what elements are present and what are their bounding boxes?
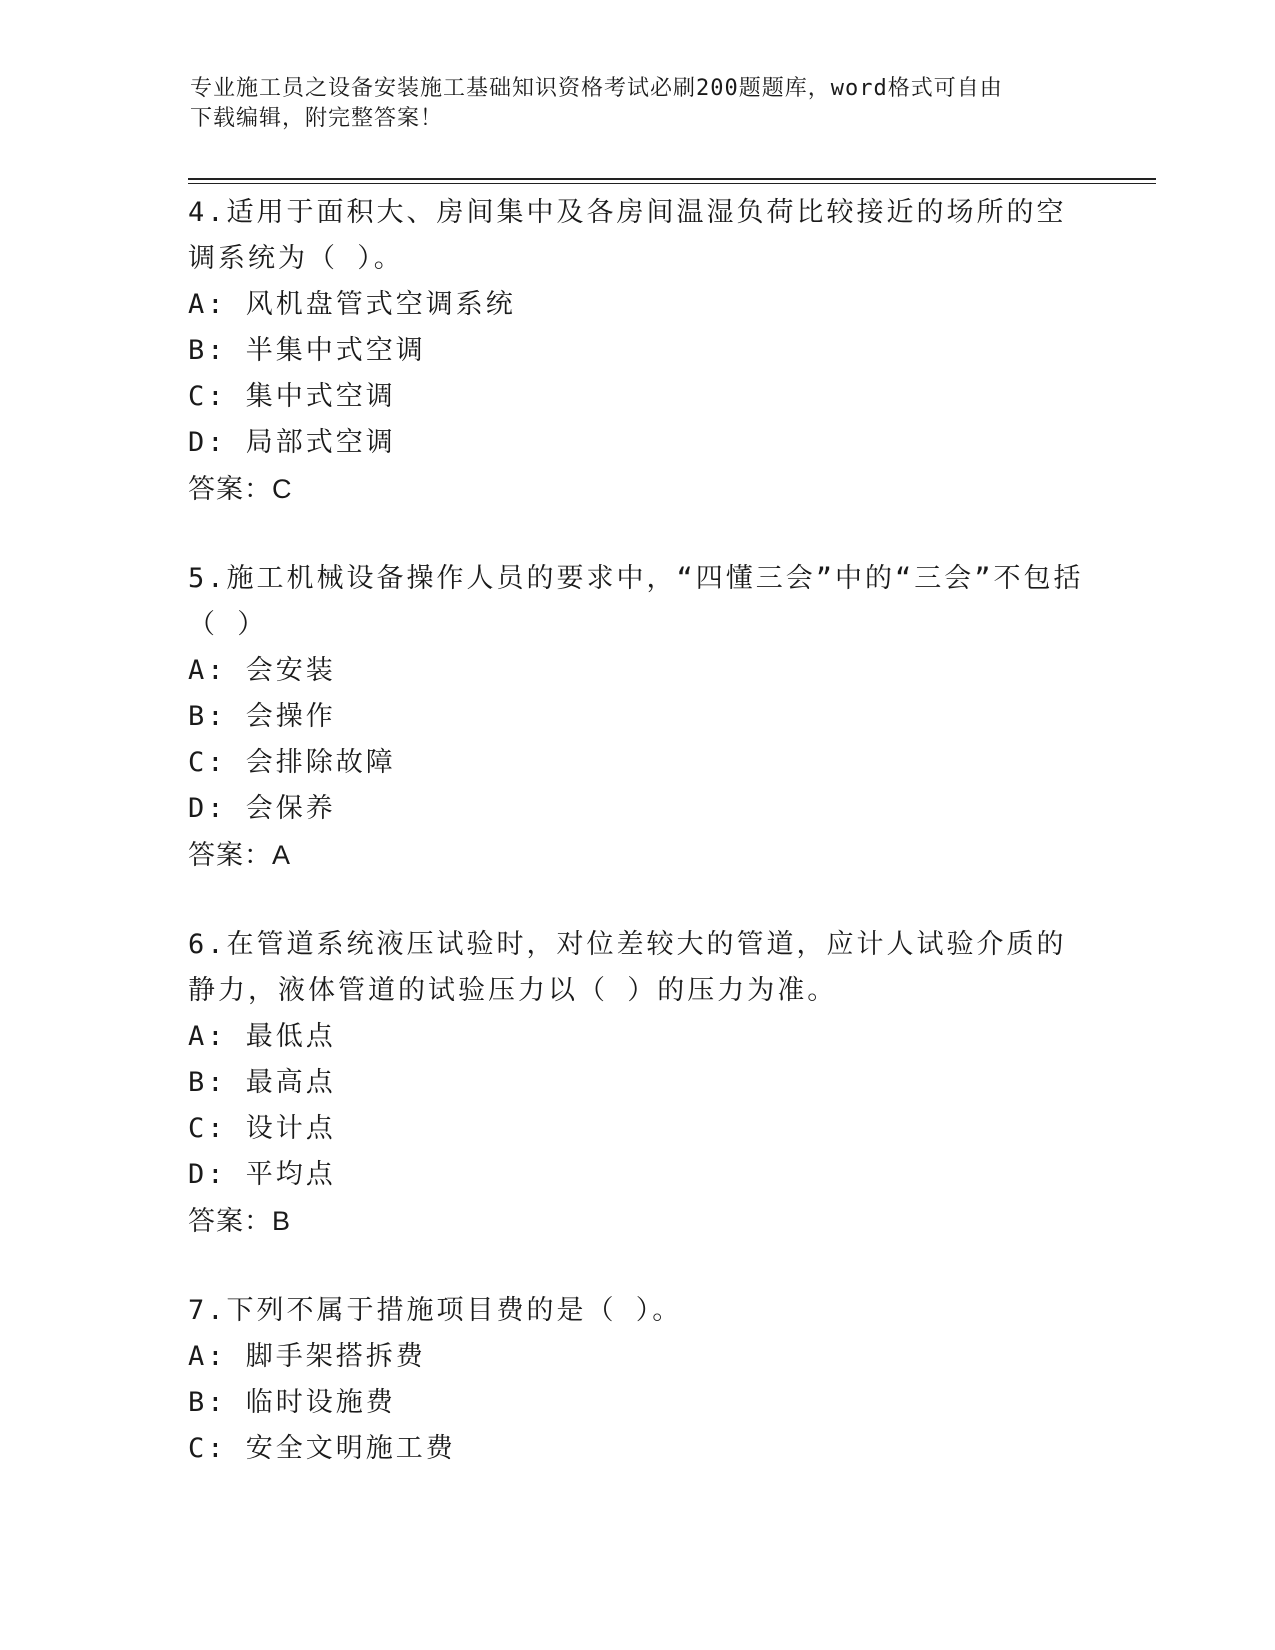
question-7 — [188, 1288, 1088, 1472]
option-c: C: 安全文明施工费 — [188, 1433, 456, 1464]
option-c: C: 会排除故障 — [188, 747, 396, 778]
header-divider-thin — [188, 183, 1156, 184]
document-header — [190, 74, 1090, 134]
option-c: C: 集中式空调 — [188, 381, 396, 412]
option-b: B: 临时设施费 — [188, 1387, 396, 1418]
option-d: D: 局部式空调 — [188, 427, 396, 458]
question-stem: 5.施工机械设备操作人员的要求中，“四懂三会”中的“三会”不包括（ ） — [188, 563, 1084, 640]
question-5 — [188, 556, 1088, 878]
question-stem: 6.在管道系统液压试验时，对位差较大的管道，应计人试验介质的静力，液体管道的试验压力以（ ）的压力为准。 — [188, 929, 1067, 1006]
option-a: A: 会安装 — [188, 655, 336, 686]
header-line-1: 专业施工员之设备安装施工基础知识资格考试必刷200题题库，word格式可自由 — [190, 76, 1003, 101]
option-a: A: 最低点 — [188, 1021, 336, 1052]
question-stem: 7.下列不属于措施项目费的是（ ）。 — [188, 1295, 683, 1326]
question-list — [188, 190, 1088, 1516]
option-d: D: 平均点 — [188, 1159, 336, 1190]
question-4 — [188, 190, 1088, 512]
option-a: A: 脚手架搭拆费 — [188, 1341, 426, 1372]
answer-line: 答案：C — [188, 474, 293, 504]
answer-line: 答案：B — [188, 1206, 292, 1236]
question-6 — [188, 922, 1088, 1244]
option-b: B: 会操作 — [188, 701, 336, 732]
option-b: B: 半集中式空调 — [188, 335, 426, 366]
option-d: D: 会保养 — [188, 793, 336, 824]
header-divider-thick — [188, 178, 1156, 180]
question-stem: 4.适用于面积大、房间集中及各房间温湿负荷比较接近的场所的空调系统为（ ）。 — [188, 197, 1067, 274]
option-c: C: 设计点 — [188, 1113, 336, 1144]
answer-line: 答案：A — [188, 840, 292, 870]
option-b: B: 最高点 — [188, 1067, 336, 1098]
option-a: A: 风机盘管式空调系统 — [188, 289, 516, 320]
header-line-2: 下载编辑，附完整答案！ — [190, 106, 444, 131]
